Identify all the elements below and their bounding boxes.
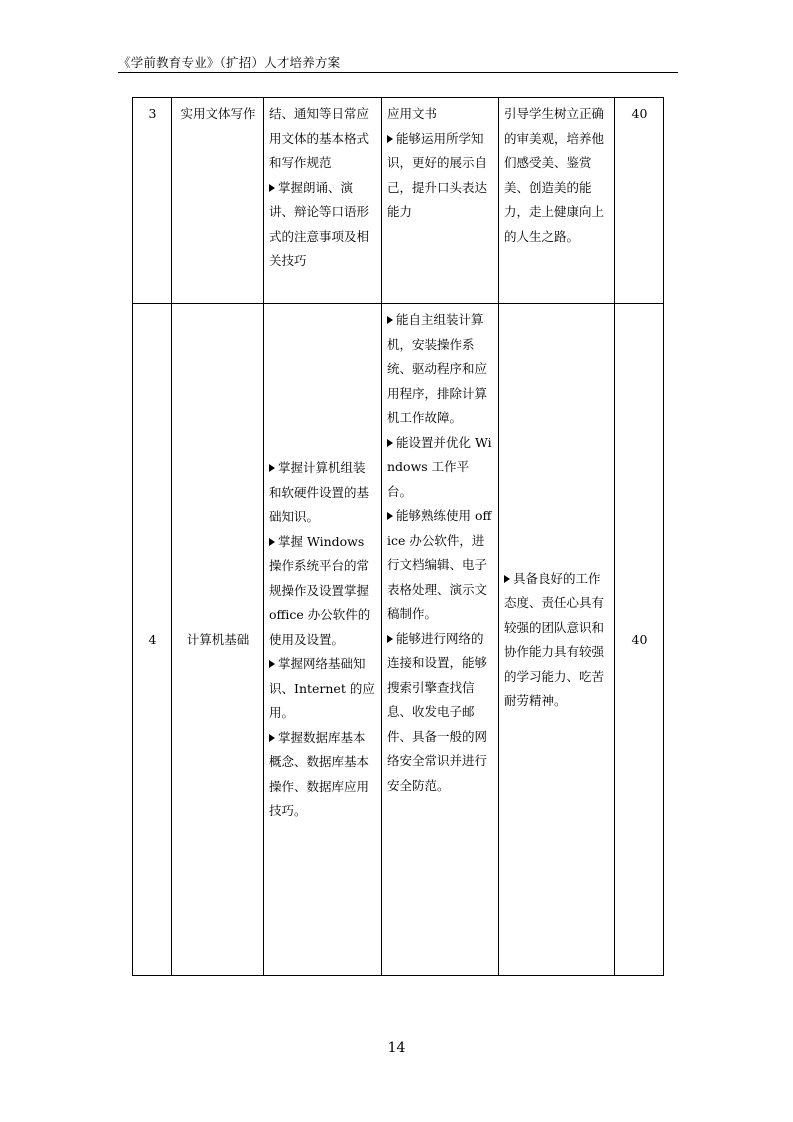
- triangle-bullet-icon: [504, 575, 510, 583]
- quality-paragraph: 具备良好的工作态度、责任心具有较强的团队意识和协作能力具有较强的学习能力、吃苦耐劳精神。: [504, 570, 605, 708]
- triangle-bullet-icon: [387, 135, 393, 143]
- content-paragraph: 掌握朗诵、演讲、辩论等口语形式的注意事项及相关技巧: [269, 179, 370, 268]
- ability-goal: [382, 304, 499, 976]
- page-number: 14: [387, 1040, 406, 1056]
- document-header: 《学前教育专业》（扩招）人才培养方案: [118, 55, 341, 70]
- triangle-bullet-icon: [387, 635, 393, 643]
- triangle-bullet-icon: [269, 184, 275, 192]
- triangle-bullet-icon: [387, 316, 393, 324]
- ability-paragraph: 能设置并优化 Windows 工作平台。: [387, 434, 492, 499]
- triangle-bullet-icon: [269, 734, 275, 742]
- triangle-bullet-icon: [387, 439, 393, 447]
- triangle-bullet-icon: [387, 512, 393, 520]
- quality-paragraph: 引导学生树立正确的审美观，培养他们感受美、鉴赏美、创造美的能力，走上健康向上的人生之路。: [504, 106, 605, 244]
- quality-goal: [499, 98, 615, 304]
- table-row: [133, 304, 664, 976]
- course-hours: 40: [615, 98, 664, 304]
- triangle-bullet-icon: [269, 464, 275, 472]
- content-paragraph: 结、通知等日常应用文体的基本格式和写作规范: [269, 106, 370, 170]
- quality-goal: [499, 304, 615, 976]
- ability-paragraph: 能够熟练使用 office 办公软件，进行文档编辑、电子表格处理、演示文稿制作。: [387, 508, 492, 621]
- course-name: 计算机基础: [172, 304, 264, 976]
- triangle-bullet-icon: [269, 660, 275, 668]
- course-table: [132, 97, 664, 976]
- content-paragraph: 掌握计算机组装和软硬件设置的基础知识。: [269, 460, 370, 525]
- course-hours: 40: [615, 304, 664, 976]
- ability-goal: [382, 98, 499, 304]
- header-rule: [118, 72, 678, 73]
- course-content: [264, 98, 382, 304]
- course-name: 实用文体写作: [172, 98, 264, 304]
- row-number: 4: [133, 304, 172, 976]
- content-paragraph: 掌握网络基础知识、Internet 的应用。: [269, 656, 375, 721]
- ability-paragraph: 应用文书: [387, 106, 438, 121]
- ability-paragraph: 能够运用所学知识，更好的展示自己，提升口头表达能力: [387, 130, 488, 219]
- table-row: [133, 98, 664, 304]
- ability-paragraph: 能够进行网络的连接和设置，能够搜索引擎查找信息、收发电子邮件、具备一般的网络安全常识并进行安全防范。: [387, 630, 488, 793]
- triangle-bullet-icon: [269, 538, 275, 546]
- course-content: [264, 304, 382, 976]
- row-number: 3: [133, 98, 172, 304]
- ability-paragraph: 能自主组装计算机，安装操作系统、驱动程序和应用程序，排除计算机工作故障。: [387, 312, 488, 425]
- content-paragraph: 掌握 Windows 操作系统平台的常规操作及设置掌握 office 办公软件的使用及设置。: [269, 533, 371, 647]
- content-paragraph: 掌握数据库基本概念、数据库基本操作、数据库应用技巧。: [269, 729, 370, 819]
